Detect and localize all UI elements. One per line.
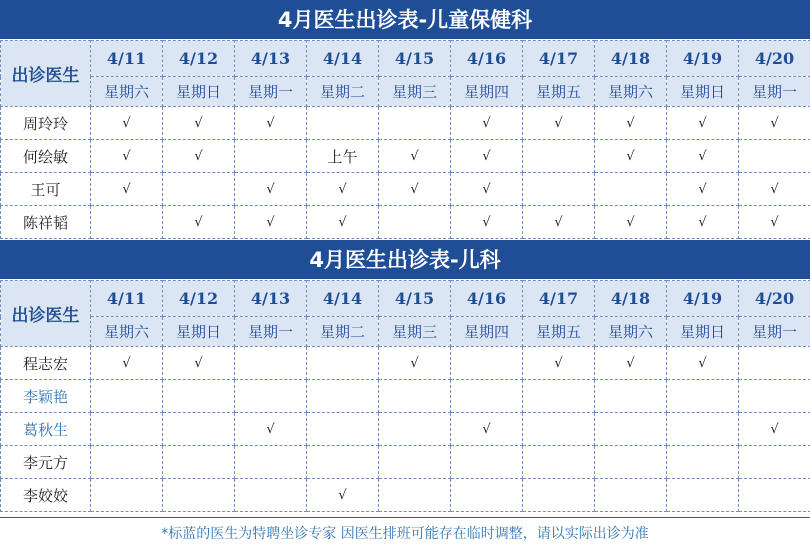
schedule-cell (307, 446, 379, 479)
schedule-cell (91, 380, 163, 413)
on-duty-check-icon: √ (667, 107, 739, 140)
on-duty-check-icon: √ (667, 140, 739, 173)
schedule-cell (523, 140, 595, 173)
doctor-row (1, 347, 810, 380)
on-duty-check-icon: √ (667, 206, 739, 239)
schedule-cell (163, 446, 235, 479)
schedule-cell (307, 107, 379, 140)
weekday-header: 星期四 (451, 77, 523, 107)
on-duty-check-icon: √ (91, 173, 163, 206)
doctor-name: 陈祥韬 (1, 206, 91, 239)
on-duty-check-icon: √ (523, 107, 595, 140)
date-header: 4/20 (739, 281, 810, 317)
doctor-row (1, 107, 810, 140)
doctor-row (1, 380, 810, 413)
schedule-cell (307, 347, 379, 380)
weekday-header: 星期日 (163, 317, 235, 347)
schedule-cell (667, 380, 739, 413)
schedule-cell (91, 206, 163, 239)
on-duty-check-icon: √ (451, 413, 523, 446)
weekday-header-row (1, 77, 810, 107)
schedule-table-pediatrics (0, 280, 810, 512)
on-duty-check-icon: √ (667, 173, 739, 206)
weekday-header: 星期二 (307, 317, 379, 347)
on-duty-check-icon: √ (307, 206, 379, 239)
on-duty-check-icon: √ (163, 140, 235, 173)
weekday-header: 星期五 (523, 77, 595, 107)
date-header-row (1, 41, 810, 77)
date-header: 4/13 (235, 41, 307, 77)
doctor-name: 葛秋生 (1, 413, 91, 446)
on-duty-check-icon: √ (451, 107, 523, 140)
doctor-row (1, 140, 810, 173)
weekday-header: 星期五 (523, 317, 595, 347)
on-duty-check-icon: √ (235, 206, 307, 239)
doctor-column-header: 出诊医生 (1, 41, 91, 107)
schedule-cell (667, 446, 739, 479)
schedule-cell (91, 413, 163, 446)
schedule-cell (451, 380, 523, 413)
weekday-header: 星期三 (379, 77, 451, 107)
on-duty-check-icon: √ (379, 347, 451, 380)
on-duty-check-icon: √ (523, 206, 595, 239)
on-duty-check-icon: √ (595, 140, 667, 173)
table-title-pediatrics: 4月医生出诊表-儿科 (0, 240, 810, 280)
doctor-row (1, 173, 810, 206)
on-duty-check-icon: √ (451, 173, 523, 206)
schedule-cell (451, 347, 523, 380)
weekday-header: 星期六 (91, 317, 163, 347)
weekday-header: 星期六 (595, 317, 667, 347)
schedule-cell (379, 413, 451, 446)
weekday-header: 星期一 (235, 77, 307, 107)
on-duty-check-icon: √ (667, 347, 739, 380)
on-duty-check-icon: √ (739, 413, 810, 446)
schedule-cell (235, 479, 307, 512)
doctor-name: 李元方 (1, 446, 91, 479)
schedule-cell (595, 413, 667, 446)
schedule-cell: 上午 (307, 140, 379, 173)
on-duty-check-icon: √ (163, 107, 235, 140)
weekday-header: 星期日 (163, 77, 235, 107)
table-title-child-healthcare: 4月医生出诊表-儿童保健科 (0, 0, 810, 40)
date-header: 4/18 (595, 281, 667, 317)
schedule-cell (451, 446, 523, 479)
schedule-cell (379, 206, 451, 239)
schedule-cell (739, 140, 810, 173)
schedule-cell (163, 479, 235, 512)
doctor-name: 何绘敏 (1, 140, 91, 173)
weekday-header: 星期二 (307, 77, 379, 107)
date-header-row (1, 281, 810, 317)
schedule-cell (523, 413, 595, 446)
on-duty-check-icon: √ (595, 206, 667, 239)
date-header: 4/17 (523, 281, 595, 317)
on-duty-check-icon: √ (523, 347, 595, 380)
on-duty-check-icon: √ (739, 173, 810, 206)
schedule-cell (523, 380, 595, 413)
on-duty-check-icon: √ (163, 347, 235, 380)
schedule-cell (739, 446, 810, 479)
schedule-cell (91, 479, 163, 512)
schedule-cell (739, 347, 810, 380)
date-header: 4/14 (307, 281, 379, 317)
doctor-row (1, 413, 810, 446)
schedule-cell (523, 173, 595, 206)
on-duty-check-icon: √ (91, 107, 163, 140)
schedule-cell (235, 446, 307, 479)
schedule-cell (595, 479, 667, 512)
on-duty-check-icon: √ (91, 140, 163, 173)
weekday-header: 星期日 (667, 77, 739, 107)
date-header: 4/20 (739, 41, 810, 77)
doctor-name: 李颖艳 (1, 380, 91, 413)
schedule-cell (739, 380, 810, 413)
schedule-table-child-healthcare (0, 40, 810, 239)
schedule-cell (91, 446, 163, 479)
on-duty-check-icon: √ (595, 107, 667, 140)
on-duty-check-icon: √ (451, 140, 523, 173)
schedule-cell (595, 173, 667, 206)
doctor-name: 王可 (1, 173, 91, 206)
doctor-column-header: 出诊医生 (1, 281, 91, 347)
date-header: 4/16 (451, 281, 523, 317)
schedule-cell (235, 347, 307, 380)
date-header: 4/12 (163, 41, 235, 77)
on-duty-check-icon: √ (91, 347, 163, 380)
date-header: 4/11 (91, 41, 163, 77)
date-header: 4/17 (523, 41, 595, 77)
schedule-cell (523, 479, 595, 512)
date-header: 4/19 (667, 41, 739, 77)
on-duty-check-icon: √ (595, 347, 667, 380)
on-duty-check-icon: √ (235, 413, 307, 446)
on-duty-check-icon: √ (307, 173, 379, 206)
on-duty-check-icon: √ (379, 140, 451, 173)
weekday-header: 星期一 (739, 77, 810, 107)
weekday-header: 星期六 (91, 77, 163, 107)
on-duty-check-icon: √ (739, 107, 810, 140)
doctor-row (1, 479, 810, 512)
schedule-cell (523, 446, 595, 479)
doctor-name: 李姣姣 (1, 479, 91, 512)
on-duty-check-icon: √ (451, 206, 523, 239)
on-duty-check-icon: √ (235, 173, 307, 206)
schedule-cell (235, 380, 307, 413)
weekday-header: 星期一 (739, 317, 810, 347)
schedule-cell (667, 479, 739, 512)
date-header: 4/14 (307, 41, 379, 77)
weekday-header: 星期日 (667, 317, 739, 347)
on-duty-check-icon: √ (379, 173, 451, 206)
footer-note: *标蓝的医生为特聘坐诊专家 因医生排班可能存在临时调整，请以实际出诊为准 (0, 517, 810, 550)
date-header: 4/16 (451, 41, 523, 77)
doctor-row (1, 206, 810, 239)
on-duty-check-icon: √ (235, 107, 307, 140)
schedule-cell (379, 446, 451, 479)
schedule-cell (667, 413, 739, 446)
date-header: 4/11 (91, 281, 163, 317)
doctor-row (1, 446, 810, 479)
doctor-name: 周玲玲 (1, 107, 91, 140)
date-header: 4/12 (163, 281, 235, 317)
on-duty-check-icon: √ (307, 479, 379, 512)
schedule-cell (739, 479, 810, 512)
schedule-cell (595, 446, 667, 479)
weekday-header: 星期四 (451, 317, 523, 347)
schedule-cell (163, 380, 235, 413)
date-header: 4/18 (595, 41, 667, 77)
schedule-cell (595, 380, 667, 413)
schedule-cell (379, 107, 451, 140)
doctor-name: 程志宏 (1, 347, 91, 380)
schedule-cell (235, 140, 307, 173)
schedule-cell (163, 413, 235, 446)
schedule-cell (307, 380, 379, 413)
weekday-header: 星期六 (595, 77, 667, 107)
date-header: 4/15 (379, 41, 451, 77)
weekday-header-row (1, 317, 810, 347)
on-duty-check-icon: √ (163, 206, 235, 239)
date-header: 4/15 (379, 281, 451, 317)
schedule-cell (379, 479, 451, 512)
date-header: 4/13 (235, 281, 307, 317)
schedule-cell (379, 380, 451, 413)
schedule-cell (307, 413, 379, 446)
schedule-cell (163, 173, 235, 206)
weekday-header: 星期三 (379, 317, 451, 347)
date-header: 4/19 (667, 281, 739, 317)
on-duty-check-icon: √ (739, 206, 810, 239)
weekday-header: 星期一 (235, 317, 307, 347)
schedule-cell (451, 479, 523, 512)
